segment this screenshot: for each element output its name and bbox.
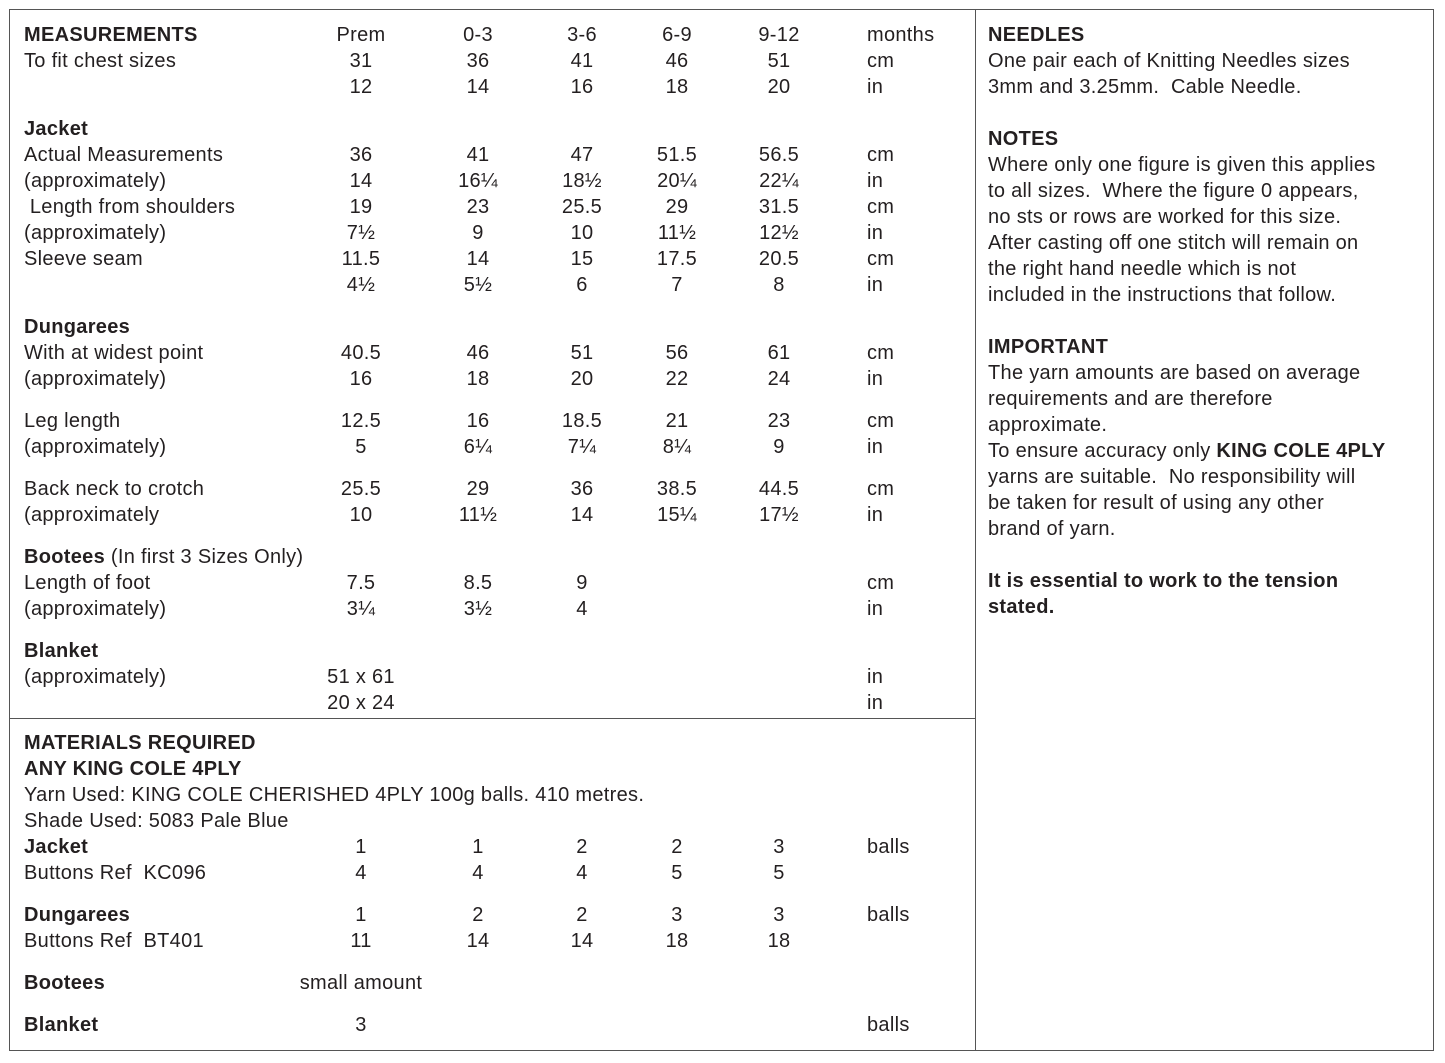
chest-cm-3: 41 <box>570 50 594 72</box>
notes-title: NOTES <box>988 128 1059 150</box>
dungarees-width-cm-2: 46 <box>466 342 490 364</box>
size-header-4: 6-9 <box>662 24 692 46</box>
materials-jacket-balls-1: 1 <box>355 836 367 858</box>
needles-line-1: One pair each of Knitting Needles sizes <box>988 50 1350 72</box>
jacket-buttons-3: 4 <box>576 862 588 884</box>
dungarees-crotch-in-unit: in <box>867 504 884 526</box>
dungarees-leg-in-5: 9 <box>773 436 785 458</box>
materials-jacket-balls-5: 3 <box>773 836 785 858</box>
yarn-used: Yarn Used: KING COLE CHERISHED 4PLY 100g balls. 410 metres. <box>24 784 645 806</box>
dungarees-leg-in-unit: in <box>867 436 884 458</box>
materials-jacket-balls-2: 1 <box>472 836 484 858</box>
chest-cm-4: 46 <box>665 50 689 72</box>
materials-jacket-label: Jacket <box>24 836 89 858</box>
jacket-length-in-2: 9 <box>472 222 484 244</box>
size-unit: months <box>867 24 935 46</box>
dungarees-buttons-1: 11 <box>350 930 372 952</box>
dungarees-heading: Dungarees <box>24 316 131 338</box>
jacket-sleeve-in-3: 6 <box>576 274 588 296</box>
dungarees-width-label: With at widest point <box>24 342 204 364</box>
size-header-3: 3-6 <box>567 24 597 46</box>
blanket-approx-label: (approximately) <box>24 666 167 688</box>
bootees-foot-in-unit: in <box>867 598 884 620</box>
important-line2-1: yarns are suitable. No responsibility will <box>988 466 1356 488</box>
tension-line-2: stated. <box>988 596 1055 618</box>
jacket-buttons-5: 5 <box>773 862 785 884</box>
bootees-approx-label: (approximately) <box>24 598 167 620</box>
chest-cm-5: 51 <box>767 50 791 72</box>
important-line-2: requirements and are therefore <box>988 388 1273 410</box>
jacket-actual-cm-2: 41 <box>466 144 490 166</box>
jacket-sleeve-in-1: 4½ <box>346 274 376 296</box>
jacket-actual-cm-unit: cm <box>867 144 895 166</box>
tension-line-1: It is essential to work to the tension <box>988 570 1339 592</box>
important-line-3: approximate. <box>988 414 1108 436</box>
needles-line-2: 3mm and 3.25mm. Cable Needle. <box>988 76 1302 98</box>
bootees-foot-cm-2: 8.5 <box>463 572 493 594</box>
materials-blanket-label: Blanket <box>24 1014 99 1036</box>
bootees-heading: Bootees <box>24 546 106 568</box>
jacket-actual-in-5: 22¼ <box>759 170 799 192</box>
dungarees-crotch-in-3: 14 <box>570 504 594 526</box>
bootees-foot-label: Length of foot <box>24 572 151 594</box>
jacket-sleeve-cm-4: 17.5 <box>656 248 698 270</box>
dungarees-width-in-4: 22 <box>665 368 689 390</box>
dungarees-width-in-5: 24 <box>767 368 791 390</box>
chest-in-5: 20 <box>767 76 791 98</box>
jacket-sleeve-cm-2: 14 <box>466 248 490 270</box>
blanket-unit-2: in <box>867 692 884 714</box>
notes-line-5: the right hand needle which is not <box>988 258 1297 280</box>
materials-blanket-amount: 3 <box>355 1014 367 1036</box>
jacket-sleeve-in-5: 8 <box>773 274 785 296</box>
dungarees-width-in-2: 18 <box>466 368 490 390</box>
jacket-length-cm-3: 25.5 <box>561 196 603 218</box>
dungarees-crotch-label: Back neck to crotch <box>24 478 205 500</box>
notes-line-6: included in the instructions that follow. <box>988 284 1337 306</box>
dungarees-leg-in-2: 6¼ <box>463 436 493 458</box>
materials-dungarees-balls-5: 3 <box>773 904 785 926</box>
shade-used: Shade Used: 5083 Pale Blue <box>24 810 289 832</box>
jacket-actual-in-1: 14 <box>349 170 373 192</box>
chest-in-4: 18 <box>665 76 689 98</box>
dungarees-leg-in-1: 5 <box>355 436 367 458</box>
dungarees-leg-cm-3: 18.5 <box>561 410 603 432</box>
dungarees-crotch-in-2: 11½ <box>458 504 498 526</box>
chest-in-3: 16 <box>570 76 594 98</box>
chest-in-unit: in <box>867 76 884 98</box>
jacket-length-approx-label: (approximately) <box>24 222 167 244</box>
jacket-length-in-unit: in <box>867 222 884 244</box>
materials-dungarees-balls-4: 3 <box>671 904 683 926</box>
dungarees-width-in-1: 16 <box>349 368 373 390</box>
jacket-actual-in-unit: in <box>867 170 884 192</box>
notes-line-3: no sts or rows are worked for this size. <box>988 206 1342 228</box>
materials-dungarees-unit: balls <box>867 904 910 926</box>
accuracy-prefix: To ensure accuracy only <box>988 440 1217 462</box>
materials-bootees-label: Bootees <box>24 972 106 994</box>
bootees-foot-in-1: 3¼ <box>346 598 376 620</box>
dungarees-leg-cm-5: 23 <box>767 410 791 432</box>
dungarees-width-cm-3: 51 <box>570 342 594 364</box>
jacket-sleeve-cm-unit: cm <box>867 248 895 270</box>
bootees-foot-cm-unit: cm <box>867 572 895 594</box>
jacket-length-cm-2: 23 <box>466 196 490 218</box>
blanket-size-in: 20 x 24 <box>327 692 395 714</box>
dungarees-leg-cm-1: 12.5 <box>340 410 382 432</box>
materials-title: MATERIALS REQUIRED <box>24 732 256 754</box>
notes-line-2: to all sizes. Where the figure 0 appears, <box>988 180 1359 202</box>
jacket-length-in-3: 10 <box>570 222 594 244</box>
jacket-actual-label: Actual Measurements <box>24 144 224 166</box>
dungarees-crotch-cm-2: 29 <box>466 478 490 500</box>
jacket-buttons-label: Buttons Ref KC096 <box>24 862 207 884</box>
accuracy-brand: KING COLE 4PLY <box>1216 440 1386 462</box>
jacket-sleeve-label: Sleeve seam <box>24 248 143 270</box>
dungarees-buttons-4: 18 <box>665 930 689 952</box>
dungarees-leg-in-4: 8¼ <box>662 436 692 458</box>
dungarees-width-cm-4: 56 <box>665 342 689 364</box>
size-header-2: 0-3 <box>463 24 493 46</box>
size-header-5: 9-12 <box>758 24 800 46</box>
measurements-title: MEASUREMENTS <box>24 24 198 46</box>
dungarees-crotch-cm-1: 25.5 <box>340 478 382 500</box>
jacket-sleeve-cm-1: 11.5 <box>341 248 381 270</box>
size-header-1: Prem <box>336 24 386 46</box>
bootees-foot-in-3: 4 <box>576 598 588 620</box>
dungarees-crotch-cm-4: 38.5 <box>656 478 698 500</box>
dungarees-width-cm-5: 61 <box>767 342 791 364</box>
jacket-actual-cm-5: 56.5 <box>758 144 800 166</box>
materials-dungarees-balls-2: 2 <box>472 904 484 926</box>
chest-cm-1: 31 <box>349 50 373 72</box>
dungarees-leg-label: Leg length <box>24 410 121 432</box>
column-divider <box>975 9 976 1051</box>
jacket-sleeve-cm-3: 15 <box>570 248 594 270</box>
dungarees-width-cm-1: 40.5 <box>340 342 382 364</box>
jacket-length-cm-4: 29 <box>665 196 689 218</box>
jacket-length-in-1: 7½ <box>346 222 376 244</box>
chest-label: To fit chest sizes <box>24 50 177 72</box>
jacket-length-in-4: 11½ <box>657 222 697 244</box>
jacket-length-cm-1: 19 <box>349 196 373 218</box>
dungarees-leg-in-3: 7¼ <box>567 436 597 458</box>
jacket-actual-cm-3: 47 <box>570 144 594 166</box>
jacket-length-in-5: 12½ <box>759 222 799 244</box>
jacket-actual-in-2: 16¼ <box>458 170 498 192</box>
jacket-actual-cm-4: 51.5 <box>656 144 698 166</box>
dungarees-buttons-5: 18 <box>767 930 791 952</box>
important-line2-3: brand of yarn. <box>988 518 1116 540</box>
jacket-sleeve-in-4: 7 <box>671 274 683 296</box>
jacket-actual-approx-label: (approximately) <box>24 170 167 192</box>
materials-dungarees-balls-1: 1 <box>355 904 367 926</box>
jacket-sleeve-in-unit: in <box>867 274 884 296</box>
needles-title: NEEDLES <box>988 24 1085 46</box>
bootees-foot-cm-3: 9 <box>576 572 588 594</box>
bootees-heading-note: (In first 3 Sizes Only) <box>105 546 304 568</box>
bootees-heading-line <box>24 544 303 570</box>
dungarees-buttons-3: 14 <box>570 930 594 952</box>
jacket-length-cm-5: 31.5 <box>758 196 800 218</box>
chest-in-2: 14 <box>466 76 490 98</box>
chest-cm-2: 36 <box>466 50 490 72</box>
dungarees-crotch-in-1: 10 <box>349 504 373 526</box>
jacket-buttons-2: 4 <box>472 862 484 884</box>
jacket-actual-in-4: 20¼ <box>657 170 697 192</box>
jacket-heading: Jacket <box>24 118 89 140</box>
dungarees-leg-cm-4: 21 <box>665 410 689 432</box>
dungarees-leg-cm-unit: cm <box>867 410 895 432</box>
chest-in-1: 12 <box>349 76 373 98</box>
important-line-1: The yarn amounts are based on average <box>988 362 1361 384</box>
important-title: IMPORTANT <box>988 336 1109 358</box>
materials-blanket-unit: balls <box>867 1014 910 1036</box>
materials-dungarees-balls-3: 2 <box>576 904 588 926</box>
notes-line-4: After casting off one stitch will remain on <box>988 232 1359 254</box>
materials-jacket-balls-3: 2 <box>576 836 588 858</box>
dungarees-crotch-in-5: 17½ <box>759 504 799 526</box>
dungarees-width-approx-label: (approximately) <box>24 368 167 390</box>
jacket-buttons-4: 5 <box>671 862 683 884</box>
notes-line-1: Where only one figure is given this applies <box>988 154 1376 176</box>
dungarees-crotch-cm-unit: cm <box>867 478 895 500</box>
materials-jacket-balls-4: 2 <box>671 836 683 858</box>
dungarees-crotch-in-4: 15¼ <box>657 504 697 526</box>
bootees-foot-in-2: 3½ <box>463 598 493 620</box>
dungarees-width-in-3: 20 <box>570 368 594 390</box>
dungarees-width-cm-unit: cm <box>867 342 895 364</box>
jacket-sleeve-in-2: 5½ <box>463 274 493 296</box>
blanket-size-cm: 51 x 61 <box>327 666 395 688</box>
dungarees-buttons-2: 14 <box>466 930 490 952</box>
blanket-unit-1: in <box>867 666 884 688</box>
materials-jacket-unit: balls <box>867 836 910 858</box>
dungarees-width-in-unit: in <box>867 368 884 390</box>
materials-subtitle: ANY KING COLE 4PLY <box>24 758 242 780</box>
important-line2-2: be taken for result of using any other <box>988 492 1325 514</box>
jacket-sleeve-cm-5: 20.5 <box>758 248 800 270</box>
dungarees-buttons-label: Buttons Ref BT401 <box>24 930 204 952</box>
chest-cm-unit: cm <box>867 50 895 72</box>
jacket-length-cm-unit: cm <box>867 196 895 218</box>
jacket-actual-cm-1: 36 <box>349 144 373 166</box>
dungarees-leg-approx-label: (approximately) <box>24 436 167 458</box>
jacket-length-label: Length from shoulders <box>24 196 236 218</box>
materials-bootees-amount: small amount <box>299 972 423 994</box>
materials-dungarees-label: Dungarees <box>24 904 131 926</box>
bootees-foot-cm-1: 7.5 <box>346 572 376 594</box>
dungarees-leg-cm-2: 16 <box>466 410 490 432</box>
accuracy-line <box>988 438 1385 464</box>
section-divider <box>9 718 975 719</box>
dungarees-crotch-approx-label: (approximately <box>24 504 160 526</box>
jacket-buttons-1: 4 <box>355 862 367 884</box>
dungarees-crotch-cm-5: 44.5 <box>758 478 800 500</box>
dungarees-crotch-cm-3: 36 <box>570 478 594 500</box>
jacket-actual-in-3: 18½ <box>562 170 602 192</box>
blanket-heading: Blanket <box>24 640 99 662</box>
